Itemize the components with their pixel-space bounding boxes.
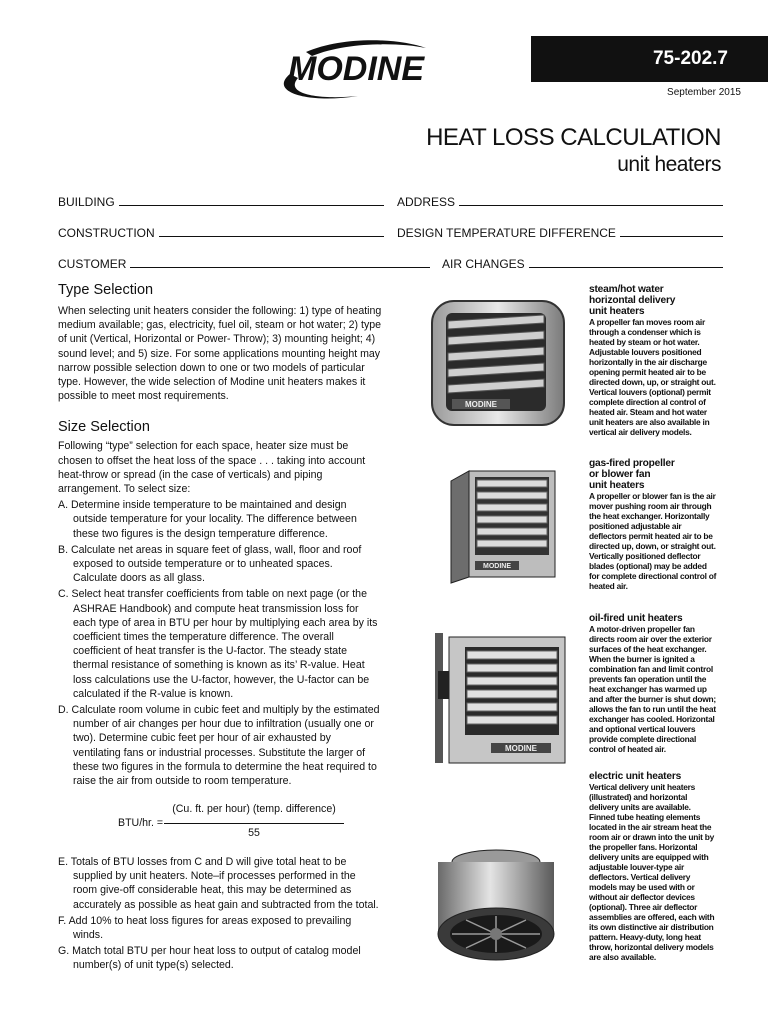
- text-line: these two figures is the design temperature difference.: [73, 527, 328, 540]
- step-g: [58, 944, 418, 972]
- type-selection-text: [58, 304, 418, 403]
- svg-text:MODINE: MODINE: [465, 400, 497, 409]
- text-line: loss calculations use the U-factor, however, the U-factor can be: [73, 673, 370, 686]
- step-letter: A.: [58, 499, 69, 512]
- text-line: supplied by unit heaters. Note–if processes performed in the: [73, 870, 356, 883]
- formula-denominator: 55: [248, 827, 260, 839]
- text-line: room give-off considerable heat, this may be determined as: [73, 884, 352, 897]
- caption-line: provide complete directional: [589, 734, 697, 744]
- air-changes-label: AIR CHANGES: [442, 257, 525, 271]
- address-field[interactable]: [397, 195, 723, 209]
- text-line: Calculate room volume in cubic feet and multiply by the estimated: [71, 704, 380, 717]
- design-temp-label: DESIGN TEMPERATURE DIFFERENCE: [397, 226, 616, 240]
- caption-title-line: horizontal delivery: [589, 295, 676, 306]
- step-d: [58, 703, 418, 788]
- construction-line[interactable]: [159, 235, 384, 237]
- left-column: [58, 282, 418, 788]
- step-letter: F.: [58, 914, 67, 927]
- step-e: [58, 855, 418, 912]
- page-title: HEAT LOSS CALCULATION: [426, 124, 721, 151]
- caption-line: adjustable louver-type air: [589, 862, 684, 872]
- caption-line: (optional). Three air deflector: [589, 902, 698, 912]
- type-selection-heading: Type Selection: [58, 282, 154, 298]
- caption-line: A propeller fan moves room air: [589, 317, 705, 327]
- customer-field[interactable]: [58, 257, 430, 271]
- gas-heater-icon: [447, 467, 559, 587]
- caption-body: [589, 624, 729, 754]
- text-line: ventilating fans or industrial processes. Substitute the larger of: [73, 746, 366, 759]
- caption-title: [589, 613, 729, 624]
- text-line: each type of area in BTU per hour by multiplying each area by its: [73, 616, 378, 629]
- text-line: coefficient times the temperature difference. The overall: [73, 631, 334, 644]
- caption-line: room air or drawn into the unit by: [589, 832, 715, 842]
- steam-heater-caption: [589, 284, 729, 437]
- caption-line: directed up, down, or straight out.: [589, 541, 716, 551]
- text-line: Calculate doors as all glass.: [73, 572, 205, 585]
- caption-line: control of heated air.: [589, 744, 666, 754]
- text-line: possible to meet most requirements.: [58, 390, 229, 403]
- caption-line: delivery units are equipped with: [589, 852, 709, 862]
- caption-line: the heat exchanger. Horizontally: [589, 511, 710, 521]
- text-line: Following “type” selection for each space, heater size must be: [58, 440, 349, 453]
- caption-line: delivery units are available.: [589, 802, 691, 812]
- text-line: Calculate net areas in square feet of glass, wall, floor and roof: [70, 543, 362, 556]
- caption-line: positioned adjustable air: [589, 521, 682, 531]
- caption-line: allows the fan to run until the heat: [589, 704, 716, 714]
- customer-line[interactable]: [130, 266, 430, 268]
- text-line: these two figures in the formula to determine the heat required to: [73, 760, 377, 773]
- left-column-lower: [58, 855, 418, 973]
- logo-swoosh-icon: [248, 34, 458, 106]
- text-line: Add 10% to heat loss figures for areas exposed to prevailing: [68, 914, 352, 927]
- text-line: Select heat transfer coefficients from table on next page (or the: [71, 588, 367, 601]
- caption-line: Vertically positioned deflector: [589, 551, 701, 561]
- caption-line: its own distinctive air distribution: [589, 922, 714, 932]
- text-line: thermal resistance of something is known as its’ R-value. Heat: [73, 659, 365, 672]
- text-line: accurately as possible as heat gain and subtracted from the total.: [73, 898, 379, 911]
- caption-title-line: oil-fired unit heaters: [589, 613, 683, 624]
- caption-line: are also available.: [589, 952, 656, 962]
- caption-line: heated air.: [589, 581, 628, 591]
- text-line: When selecting unit heaters consider the following: 1) type of heating: [58, 305, 382, 317]
- caption-line: surfaces of the heat exchanger.: [589, 644, 707, 654]
- caption-line: Adjustable louvers positioned: [589, 347, 702, 357]
- caption-line: models may be used with or: [589, 882, 695, 892]
- design-temp-field[interactable]: [397, 226, 723, 240]
- air-changes-field[interactable]: [442, 257, 723, 271]
- building-field[interactable]: [58, 195, 384, 209]
- caption-line: horizontally in the air discharge: [589, 357, 707, 367]
- oil-heater-caption: [589, 613, 729, 754]
- text-line: calculated if the R-value is known.: [73, 687, 234, 700]
- caption-line: directed down, up, or straight out.: [589, 377, 716, 387]
- text-line: ASHRAE Handbook) and compute heat transmission loss for: [73, 602, 359, 615]
- step-letter: C.: [58, 588, 69, 601]
- design-temp-line[interactable]: [620, 235, 723, 237]
- construction-label: CONSTRUCTION: [58, 226, 155, 240]
- text-line: arrangement. To select size:: [58, 483, 191, 496]
- caption-line: through a condenser which is: [589, 327, 701, 337]
- construction-field[interactable]: [58, 226, 384, 240]
- step-letter: B.: [58, 543, 69, 556]
- caption-title: [589, 458, 729, 491]
- text-line: chosen to offset the heat loss of the space . . . taking into account: [58, 454, 366, 467]
- electric-heater-icon: [434, 848, 558, 963]
- caption-line: combination fan and limit control: [589, 664, 713, 674]
- caption-line: throw, horizontal delivery models: [589, 942, 714, 952]
- caption-line: Finned tube heating elements: [589, 812, 701, 822]
- caption-line: When the burner is ignited a: [589, 654, 695, 664]
- oil-heater-image: [435, 633, 570, 768]
- step-letter: D.: [58, 704, 69, 717]
- step-letter: G.: [58, 945, 70, 958]
- gas-heater-caption: [589, 458, 729, 591]
- caption-body: [589, 491, 729, 591]
- caption-title-line: steam/hot water: [589, 284, 664, 295]
- brand-wordmark: MODINE: [288, 50, 424, 88]
- electric-heater-image: [434, 848, 558, 963]
- text-line: Match total BTU per hour heat loss to output of catalog model: [72, 945, 361, 958]
- oil-heater-icon: [435, 633, 570, 768]
- customer-label: CUSTOMER: [58, 257, 127, 271]
- caption-line: heated air. Steam and hot water: [589, 407, 707, 417]
- caption-line: opening permit heated air to be: [589, 367, 706, 377]
- air-changes-line[interactable]: [529, 266, 723, 268]
- electric-heater-caption: [589, 771, 729, 962]
- caption-line: deflectors permit heated air to be: [589, 531, 713, 541]
- formula-numerator: (Cu. ft. per hour) (temp. difference): [172, 803, 336, 815]
- caption-line: (illustrated) and horizontal: [589, 792, 688, 802]
- formula-fraction-bar: [164, 823, 344, 824]
- caption-line: pattern. Heavy-duty, long heat: [589, 932, 701, 942]
- caption-body: [589, 782, 729, 962]
- step-c: [58, 587, 418, 701]
- size-selection-intro: [58, 439, 418, 496]
- caption-line: assemblies are offered, each with: [589, 912, 715, 922]
- page-subtitle: unit heaters: [617, 153, 721, 176]
- caption-line: heated by steam or hot water.: [589, 337, 700, 347]
- caption-title-line: or blower fan: [589, 469, 651, 480]
- svg-text:MODINE: MODINE: [483, 563, 511, 570]
- text-line: Totals of BTU losses from C and D will give total heat to be: [70, 856, 347, 868]
- caption-line: blades (optional) may be added: [589, 561, 707, 571]
- text-line: number(s) of unit type(s) selected.: [73, 959, 234, 972]
- caption-line: prevents fan operation until the: [589, 674, 707, 684]
- caption-title-line: electric unit heaters: [589, 771, 682, 782]
- step-b: [58, 543, 418, 586]
- caption-title-line: unit heaters: [589, 480, 645, 491]
- caption-line: A motor-driven propeller fan: [589, 624, 695, 634]
- step-letter: E.: [58, 856, 69, 868]
- caption-line: complete direction al control of: [589, 397, 706, 407]
- building-label: BUILDING: [58, 195, 115, 209]
- svg-text:MODINE: MODINE: [505, 744, 537, 753]
- caption-line: Vertical delivery unit heaters: [589, 782, 696, 792]
- caption-line: the propeller fans. Horizontal: [589, 842, 698, 852]
- text-line: medium available; gas, electricity, fuel oil, steam or hot water; 2) type: [58, 319, 382, 332]
- caption-line: A propeller or blower fan is the air: [589, 491, 716, 501]
- text-line: sound level; and 5) size. For some applications mounting height may: [58, 347, 381, 360]
- address-label: ADDRESS: [397, 195, 456, 209]
- text-line: heat-throw or spread (in the case of verticals) and piping: [58, 468, 323, 481]
- caption-line: Vertical louvers (optional) permit: [589, 387, 711, 397]
- text-line: Determine inside temperature to be maintained and design: [70, 499, 347, 512]
- text-line: number of air changes per hour due to infiltration (usually one or: [73, 718, 374, 731]
- caption-line: without air deflector devices: [589, 892, 695, 902]
- caption-title-line: unit heaters: [589, 306, 645, 317]
- text-line: type. However, the wide selection of Modine unit heaters makes it: [58, 376, 366, 389]
- caption-title-line: gas-fired propeller: [589, 458, 675, 469]
- text-line: outside temperature for your locality. The difference between: [73, 513, 357, 526]
- modine-logo: [248, 34, 458, 106]
- text-line: winds.: [73, 929, 104, 942]
- gas-heater-image: [447, 467, 559, 587]
- caption-line: located in the air stream heat the: [589, 822, 712, 832]
- caption-line: and optional vertical louvers: [589, 724, 696, 734]
- text-line: coefficient of heat transfer is the U-factor. The steady state: [73, 645, 348, 658]
- text-line: two). Determine cubic feet per hour of air exhausted by: [73, 732, 331, 745]
- caption-title: [589, 284, 729, 317]
- building-line[interactable]: [119, 204, 384, 206]
- text-line: narrow possible selection down to one or two models of particular: [58, 361, 365, 374]
- caption-title: [589, 771, 729, 782]
- step-a: [58, 498, 418, 541]
- text-line: of unit (Vertical, Horizontal or Power- Throw); 3) mounting height; 4): [58, 333, 376, 346]
- text-line: exposed to outside temperature or to unheated spaces.: [73, 558, 333, 571]
- step-f: [58, 914, 418, 942]
- caption-line: mover pushing room air through: [589, 501, 712, 511]
- steam-heater-image: [428, 295, 568, 430]
- steam-heater-icon: [428, 295, 568, 430]
- document-number: 75-202.7: [531, 36, 768, 82]
- caption-line: and after the burner is shut down;: [589, 694, 716, 704]
- caption-body: [589, 317, 729, 437]
- caption-line: vertical air delivery models.: [589, 427, 692, 437]
- text-line: raise the air from outside to room temperature.: [73, 775, 292, 788]
- caption-line: heat exchanger has warmed up: [589, 684, 707, 694]
- caption-line: directs room air over the exterior: [589, 634, 712, 644]
- address-line[interactable]: [459, 204, 723, 206]
- publication-date: September 2015: [667, 87, 741, 98]
- caption-line: deflectors. Vertical delivery: [589, 872, 691, 882]
- caption-line: for complete directional control of: [589, 571, 717, 581]
- formula-lhs: BTU/hr. =: [118, 817, 164, 829]
- caption-line: exchanger has cooled. Horizontal: [589, 714, 715, 724]
- caption-line: unit heaters are also available in: [589, 417, 710, 427]
- size-selection-heading: Size Selection: [58, 419, 150, 436]
